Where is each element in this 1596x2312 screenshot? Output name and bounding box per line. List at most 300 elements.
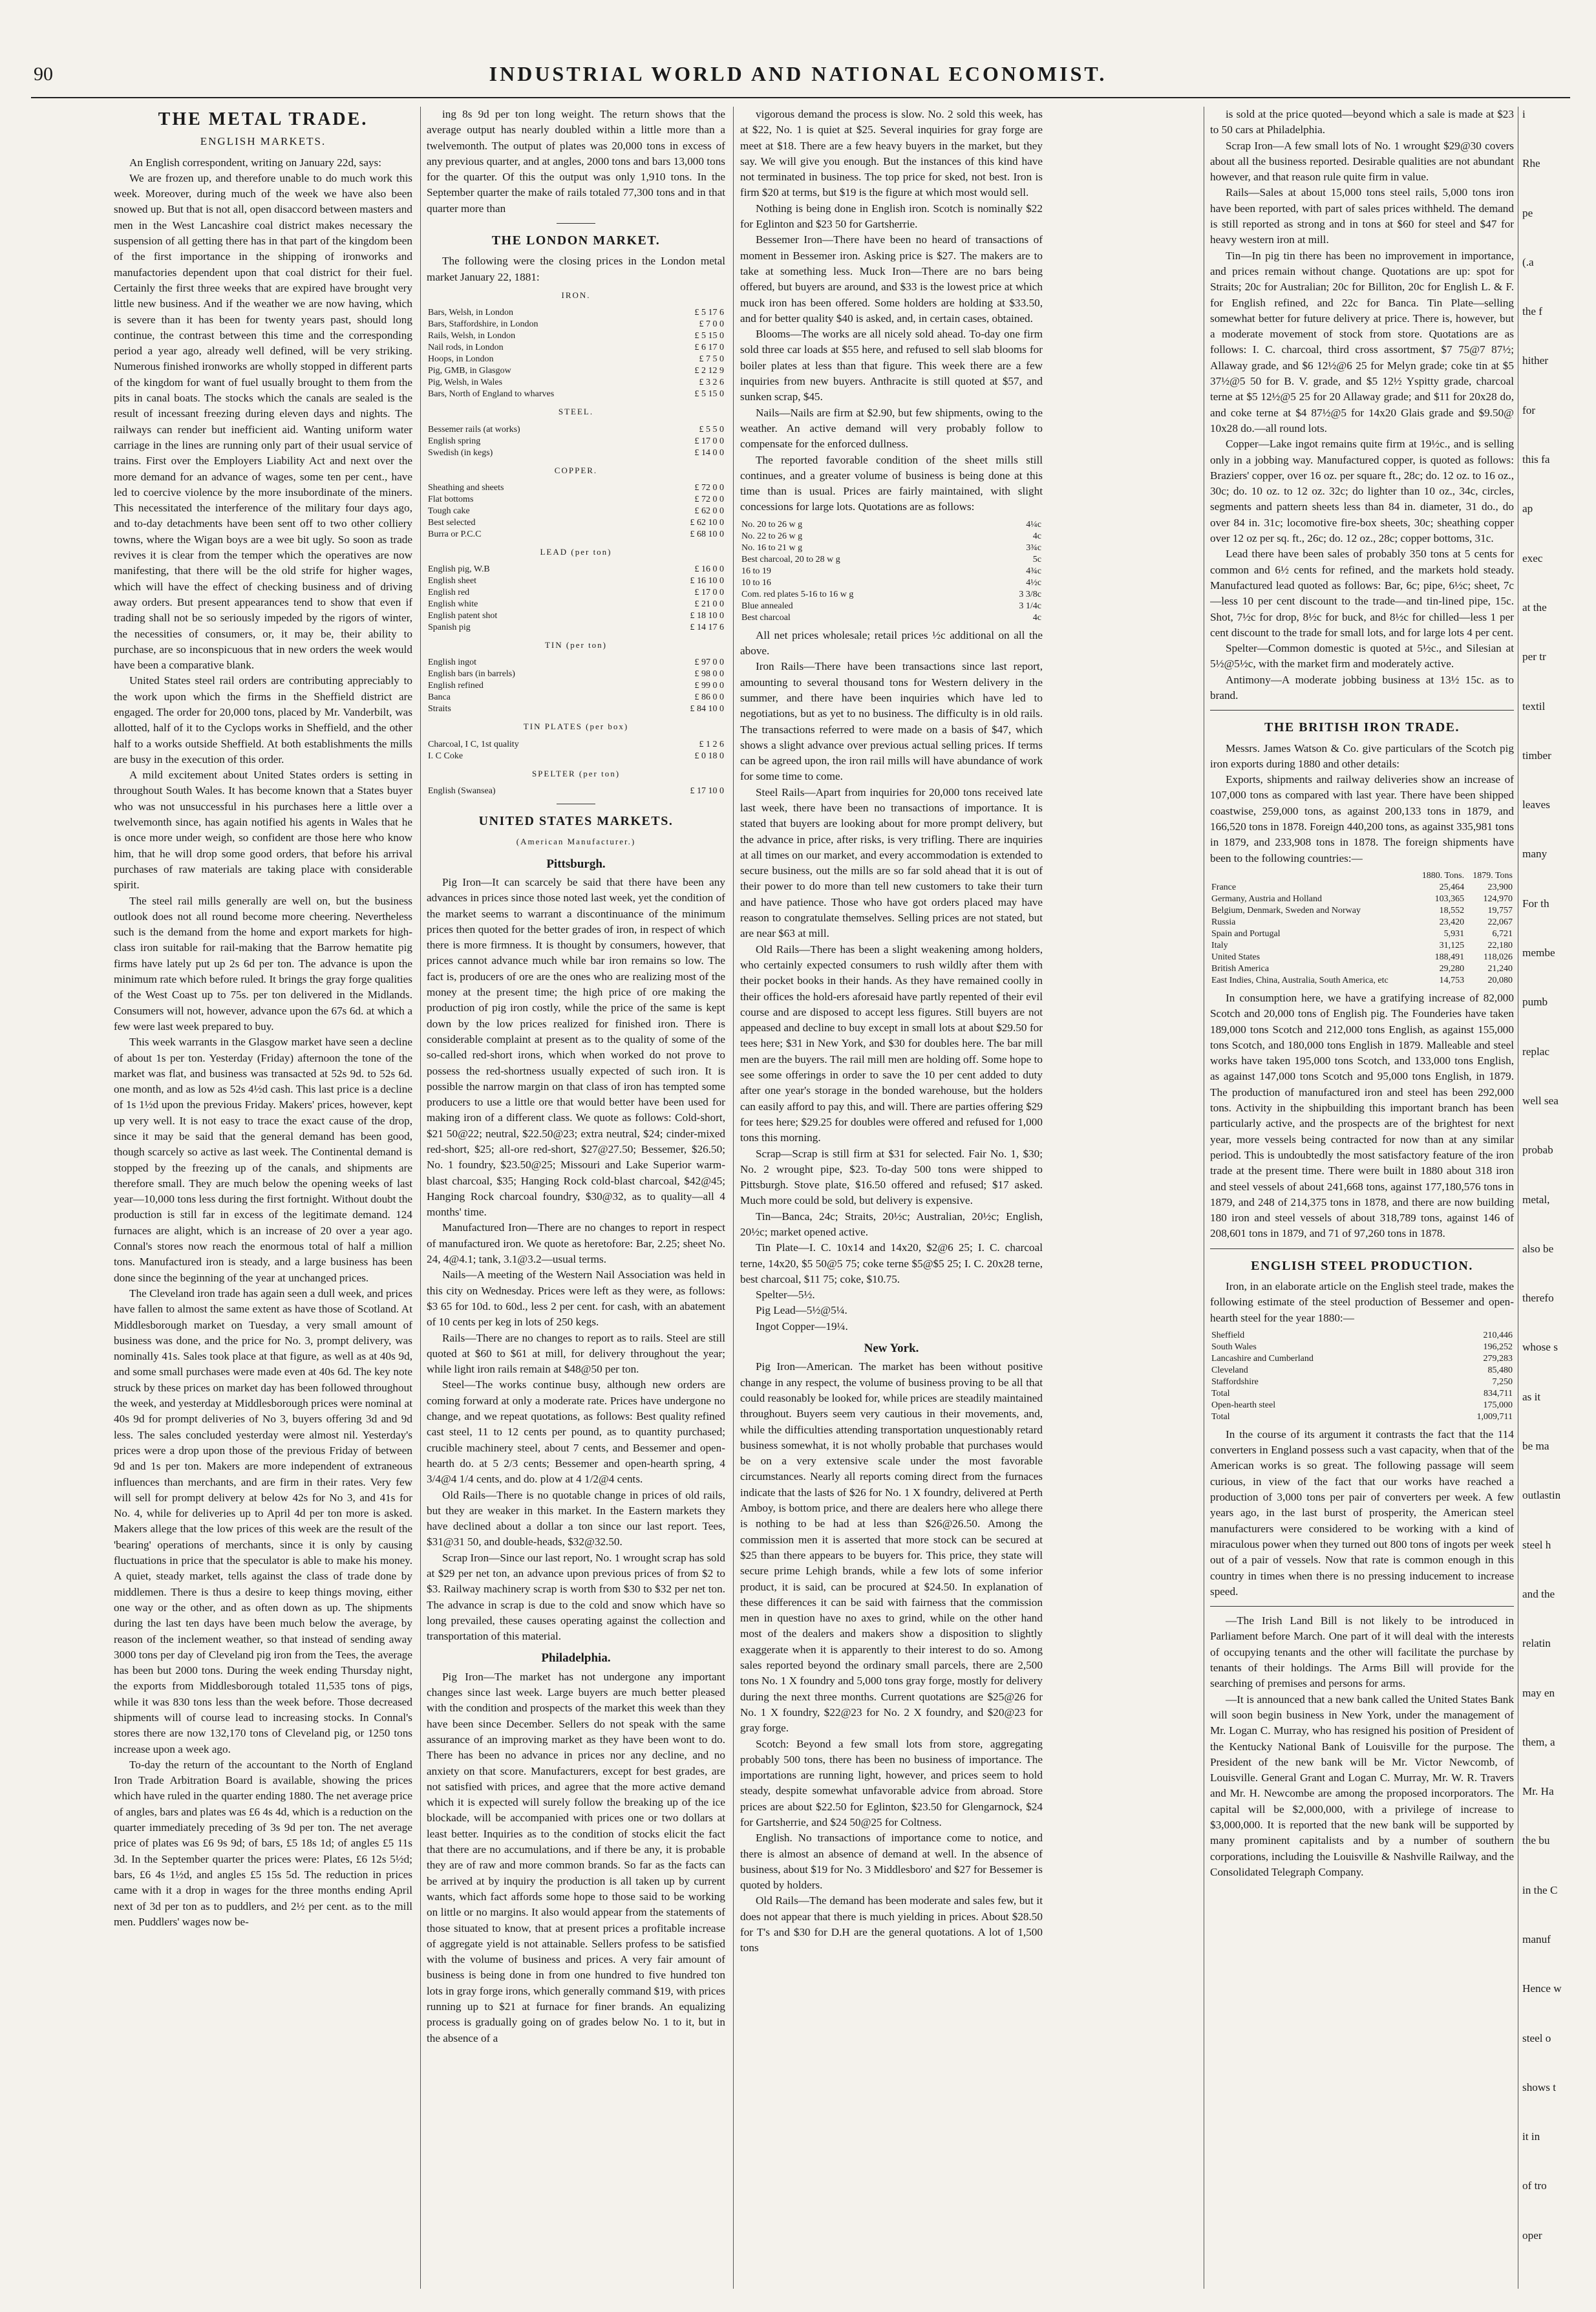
row-label: Swedish (in kegs) — [428, 447, 493, 458]
text-fragment: i — [1522, 108, 1526, 120]
paragraph: Pig Iron—The market has not undergone any important changes since last week. Large buyers are much better pleased with the condition and prospects of the market this week than they have been since December. Sellers do not speak with the same assurance of an improving market as they have been wont to do. There has been no advance in prices nor any decline, and no anxiety on that score. Manufacturers, except for best grades, are not satisfied with prices, and agree that the more active demand which it is expected will surely follow the breaking up of the ice blockade, will be accompanied with prices one or two dollars at least better. Inquiries as to the condition of stocks elicit the fact that there are no accumulations, and if there be any, it is probable they are of raw and more common brands. So far as the facts can be arrived at by inquiry the production is all taken up by current wants, which fact affords some hope to those said to be working on little or no margins. It also would appear from the statements of those situated to know, that at present prices a profitable increase of aggregate yield is not attainable. Sellers profess to be satisfied with the volume of business and prices. A very fair amount of business is being done in from one hundred to five hundred ton lots in gray forge irons, which generally command $19, with prices running up to $21 at furnace for finer brands. An equalizing process is gradually going on of grades below No. 1 to it, but in the absence of a — [427, 1670, 725, 2044]
row-value: £ 68 10 0 — [690, 529, 724, 539]
text-fragment: Hence w — [1522, 1982, 1562, 1995]
table-row — [427, 436, 725, 447]
divider — [1210, 1606, 1514, 1607]
row-label: Hoops, in London — [428, 354, 494, 365]
paragraph: Tin Plate—I. C. 10x14 and 14x20, $2@6 25; I. C. charcoal terne, 14x20, $5 50@5 75; coke terne $5@$5 25; I. C. 20x28 terne, best charcoal, $11 75; coke, $10.75. — [740, 1241, 1043, 1285]
row-label: Open-hearth steel — [1211, 1400, 1276, 1410]
row-label: 10 to 16 — [741, 577, 771, 588]
row-label: Total — [1211, 1411, 1230, 1422]
table-row — [1210, 882, 1514, 894]
table-row — [1210, 1353, 1514, 1365]
row-label: I. C Coke — [428, 751, 463, 761]
table-row — [1210, 928, 1514, 940]
row-value: 1,009,711 — [1476, 1411, 1513, 1422]
table-row — [1210, 1330, 1514, 1342]
table-row — [740, 531, 1043, 542]
column-2 — [427, 107, 725, 2292]
row-label: Nail rods, in London — [428, 343, 504, 353]
row-value: £ 62 10 0 — [690, 517, 724, 528]
text-fragment: shows t — [1522, 2081, 1557, 2093]
paragraph: Iron, in an elaborate article on the English steel trade, makes the following estimate of the steel production of Bessemer and open-hearth steel for the year 1880:— — [1210, 1280, 1514, 1324]
table-row — [427, 575, 725, 587]
text-fragment: leaves — [1522, 798, 1550, 811]
paragraph: Old Rails—There has been a slight weakening among holders, who certainly expected consumers to rush wildly after them with their pocket books in their hands. As they have remained coolly in their offices the hold-ers aforesaid have partly repented of their evil course and are disposed to accept less figures. Still buyers are not appeased and decline to buy except in small lots at about $29.50 for tees here; $31 in New York, and $30 for doubles here. The bar mill men are the buyers. The rail mill men are holding off. Some hope to see some offerings in order to save the 10 per cent added to duty after one year's storage in the bonded warehouse, but the holders can easily afford to pay this, and will. There are parties offering $29 for tees here; $29.25 for doubles were offered and refused for 1,000 tons this morning. — [740, 943, 1043, 1144]
text-fragment: in the C — [1522, 1883, 1558, 1896]
paragraph: Scotch: Beyond a few small lots from store, aggregating probably 500 tons, there has been no business of importance. The importations are running light, however, and prices seem to hold steady, despite somewhat unfavorable advice from abroad. Store prices are about $22.50 for Eglinton, $23.50 for Glengarnock, $24 for Gartsherrie, and $24 50@25 for Coltness. — [740, 1737, 1043, 1828]
row-label: Bars, North of England to wharves — [428, 389, 555, 400]
row-label: No. 20 to 26 w g — [741, 519, 803, 530]
row-label: British America — [1211, 963, 1270, 974]
row-value: £ 0 18 0 — [694, 751, 724, 761]
row-value: 19,757 — [1487, 905, 1513, 915]
exports-table — [1210, 870, 1514, 987]
row-value: £ 72 0 0 — [694, 482, 724, 493]
paragraph: Rails—There are no changes to report as to rails. Steel are still quoted at $60 to $61 at mill, for delivery throughout the year; while light iron rails remain at $48@50 per ton. — [427, 1331, 725, 1376]
table-row — [427, 365, 725, 377]
row-label: Bars, Staffordshire, in London — [428, 319, 538, 330]
row-value: 4c — [1032, 531, 1041, 541]
text-fragment: exec — [1522, 551, 1543, 564]
table-row — [427, 342, 725, 354]
text-fragment: steel o — [1522, 2031, 1551, 2044]
table-row — [427, 739, 725, 751]
row-value: £ 72 0 0 — [694, 494, 724, 504]
row-value: £ 17 10 0 — [690, 786, 724, 797]
paragraph: Tin—In pig tin there has been no improvement in importance, and prices remain without change. Quotations are up: spot for Straits; 20c for Australian; 20c for Billiton, 20c for English L. & F. for English refined, and 22c for Banca. Tin Plate—selling somewhat better for future delivery at price. There is, however, but a moderate movement of stock from store. Quotations are as follows: I. C. charcoal, third cross assortment, $7 75@7 87½; Allaway grade, and $6 12½@6 25 for Melyn grade; coke tin at $5 37½@5 50 for B. V. grade, and $5 12½ Yspitty grade, charcoal terne at $5 12½@5 25 for 20 Allaway grade; and $11 for 20x28 do, and coke terne at $4 87½@5 for 14x20 Glais grade and $9.50@ 10x28 do.—all round lots. — [1210, 249, 1514, 434]
text-fragment: also be — [1522, 1242, 1554, 1255]
paragraph: Scrap—Scrap is still firm at $31 for selected. Fair No. 1, $30; No. 2 wrought pipe, $23. To-day 500 tons were shipped to Pittsburgh. Stove plate, $16.50 offered and refused; $17 asked. Much more could be sold, but delivery is expensive. — [740, 1147, 1043, 1207]
table-row — [1210, 975, 1514, 987]
row-label: Sheffield — [1211, 1330, 1245, 1340]
row-value: £ 6 17 0 — [694, 343, 724, 353]
row-value: 23,900 — [1487, 882, 1513, 892]
row-label: Total — [1211, 1388, 1230, 1398]
table-row — [1210, 1376, 1514, 1388]
table-row — [427, 751, 725, 762]
row-label: Germany, Austria and Holland — [1211, 894, 1322, 904]
table-caption: IRON. — [561, 290, 591, 300]
text-fragment: it in — [1522, 2130, 1540, 2143]
paragraph: Scrap Iron—A few small lots of No. 1 wrought $29@30 covers about all the business reported. Desirable qualities are not abundant however, and that reason rule quite firm in value. — [1210, 139, 1514, 184]
table-row — [1210, 1342, 1514, 1353]
table-row — [427, 703, 725, 715]
paragraph: In the course of its argument it contrasts the fact that the 114 converters in England possess such a vast capacity, when that of the American works is so great. The following passage will seem curious, in view of the fact that our works have reached a production of 3,000 tons per pair of converters per week. A few years ago, in the last burst of prosperity, the American steel manufacturers were considered to be working with a kind of miraculous power when they turned out 800 tons of ingots per week out of a pair of vessels. Now that rate is common enough in this country in times when there is no pressing inducement to increase speed. — [1210, 1428, 1514, 1598]
paragraph: To-day the return of the accountant to the North of England Iron Trade Arbitration Board is available, showing the prices which have ruled in the quarter ending 1880. The net average price of angles, bars and plates was £6 4s 4d, which is a reduction on the quarter immediately preceding of 3s 9d per ton. The net average price of plates was £6 9s 9d; of bars, £5 18s 1d; of angles £5 11s 3d. In the September quarter the prices were: Plates, £6 12s 5½d; bars, £6 4s 1½d, and angles £5 15s 5d. The reduction in prices came with it a drop in wages for the three months ending April next of 3d per ton as to puddlers, and 2½ per cent. as to the mill men. Puddlers' wages now be- — [114, 1758, 412, 1928]
row-label: Burra or P.C.C — [428, 529, 482, 539]
row-label: Russia — [1211, 917, 1236, 927]
divider — [1210, 710, 1514, 711]
table-header: 1880. Tons. — [1421, 870, 1465, 881]
divider — [1210, 1248, 1514, 1249]
paragraph: Lead there have been sales of probably 350 tons at 5 cents for common and 6½ cents for refined, and the markets hold steady. Manufactured lead quoted as follows: Bar, 6c; pipe, 6½c; sheet, 7c—less 10 per cent discount to the trade—and tin-lined pipe, 15c. Shot, 7½c for drop, 8½c for buck, and 8½c for chilled—less 1 per cent discount to the trade for small lots, and for large lots 4 per cent. — [1210, 548, 1514, 639]
table-row — [427, 447, 725, 459]
paragraph: Messrs. James Watson & Co. give particulars of the Scotch pig iron exports during 1880 and other details: — [1210, 742, 1514, 770]
row-value: £ 5 17 6 — [694, 308, 724, 318]
row-value: 4¾c — [1026, 566, 1041, 576]
row-value: 3 1/4c — [1019, 601, 1041, 611]
row-label: Staffordshire — [1211, 1376, 1259, 1387]
paragraph: Old Rails—The demand has been moderate and sales few, but it does not appear that there is much yielding in prices. About $28.50 for T's and $30 for D.H are the general quotations. A lot of 1,500 tons — [740, 1894, 1043, 1954]
row-label: English pig, W.B — [428, 564, 490, 575]
paragraph: Iron Rails—There have been transactions since last report, amounting to several thousand tons for Western delivery in the summer, and there have been inquiries which have led to negotiations, but as yet to no business. The difficulty is in old rails. The transactions referred to were made on a basis of $47, which shows a slight advance over previous actual selling prices. If terms can be agreed upon, the iron rail mills will have abundance of work for some time to come. — [740, 660, 1043, 783]
paragraph: ing 8s 9d per ton long weight. The return shows that the average output has nearly doubled within a little more than a twelvemonth. The output of plates was 20,000 tons in excess of any previous quarter, and at angles, 2000 tons and bars 13,000 tons for the quarter. Of this the output was only 1,910 tons. In the September quarter the make of rails totaled 77,300 tons and in that quarter more than — [427, 108, 725, 215]
row-label: No. 16 to 21 w g — [741, 542, 803, 553]
row-label: English white — [428, 599, 478, 610]
table-row — [427, 657, 725, 669]
text-fragment: and the — [1522, 1587, 1555, 1600]
row-value: 22,067 — [1487, 917, 1513, 927]
row-label: Cleveland — [1211, 1365, 1248, 1375]
spelter-price-table — [427, 786, 725, 797]
paragraph: Copper—Lake ingot remains quite firm at 19½c., and is selling only in a jobbing way. Manufactured copper, is quoted as follows: Braziers' copper, over 16 oz. per square ft., 28c; do. 12 oz. to 16 oz., 30c; do. 10 oz. to 12 oz. 32c; do lighter than 10 oz., 34c, circles, segments and pattern sheets less than 84 in. diameter, 31 do., do over 84 in. 31c; locomotive fire-box sheets, 30c; sheathing copper over 12 oz per sq. ft., 26c; do. 12 oz., 28c; copper bottoms, 31c. — [1210, 438, 1514, 545]
row-value: 7,250 — [1492, 1376, 1513, 1387]
table-header — [1210, 870, 1414, 882]
lead-price-table — [427, 564, 725, 634]
row-value: 118,026 — [1484, 952, 1513, 962]
steel-price-table — [427, 424, 725, 459]
paragraph: Tin—Banca, 24c; Straits, 20½c; Australian, 20½c; English, 20½c; market opened active. — [740, 1210, 1043, 1238]
row-label: Sheathing and sheets — [428, 482, 504, 493]
divider — [557, 223, 595, 224]
row-value: £ 18 10 0 — [690, 611, 724, 621]
paragraph: Antimony—A moderate jobbing business at 13½ 15c. as to brand. — [1210, 673, 1514, 701]
table-row — [427, 517, 725, 529]
row-value: 31,125 — [1439, 940, 1465, 950]
table-row — [1210, 917, 1514, 928]
text-fragment: pumb — [1522, 996, 1548, 1009]
row-value: £ 3 2 6 — [699, 378, 724, 388]
text-fragment: textil — [1522, 700, 1546, 712]
row-label: Best selected — [428, 517, 476, 528]
source-note: (American Manufacturer.) — [516, 837, 636, 847]
table-row — [427, 494, 725, 506]
row-value: 20,080 — [1487, 975, 1513, 985]
table-caption: TIN PLATES (per box) — [523, 722, 629, 732]
row-label: East Indies, China, Australia, South America, etc — [1211, 975, 1389, 985]
paragraph: Ingot Copper—19¼. — [756, 1320, 848, 1333]
row-value: 14,753 — [1439, 975, 1465, 985]
row-label: Best charcoal, 20 to 28 w g — [741, 554, 840, 564]
row-label: Tough cake — [428, 506, 470, 516]
row-value: £ 1 2 6 — [699, 739, 724, 749]
row-value: 6,721 — [1492, 928, 1513, 939]
table-caption: SPELTER (per ton) — [531, 768, 621, 778]
text-fragment: well sea — [1522, 1094, 1559, 1107]
row-label: Best charcoal — [741, 612, 791, 623]
row-value: 25,464 — [1439, 882, 1465, 892]
table-row — [427, 354, 725, 365]
table-caption: COPPER. — [554, 465, 598, 475]
row-value: 3 3/8c — [1019, 589, 1041, 599]
text-fragment: therefo — [1522, 1292, 1554, 1305]
table-row — [427, 482, 725, 494]
row-label: Rails, Welsh, in London — [428, 331, 516, 341]
iron-price-table — [427, 307, 725, 400]
row-value: £ 98 0 0 — [694, 669, 724, 680]
table-row — [1210, 894, 1514, 905]
text-fragment: relatin — [1522, 1637, 1551, 1650]
table-row — [740, 589, 1043, 601]
table-row — [740, 601, 1043, 612]
paragraph: Spelter—5½. — [756, 1289, 815, 1301]
table-row — [427, 622, 725, 634]
paragraph: A mild excitement about United States orders is setting in throughout South Wales. It has become known that a States buyer who was not unsuccessful in his purchases here a little over a twelvemonth since, has again notified his agents in Wales that he is once more under weigh, so confident are those here who know him, that he will drop some good orders, that before his arrival purchases of raw materials are taking place with considerable spirit. — [114, 769, 412, 892]
paragraph: Nothing is being done in English iron. Scotch is nominally $22 for Eglinton and $23 50 for Gartsherrie. — [740, 202, 1043, 231]
column-4 — [1210, 107, 1514, 2292]
table-row — [427, 786, 725, 797]
row-label: English patent shot — [428, 611, 498, 621]
row-label: Straits — [428, 704, 451, 714]
news-note: —The Irish Land Bill is not likely to be introduced in Parliament before March. One part of it will deal with the interests of occupying tenants and the other will facilitate the purchase by tenants of their holdings. The Arms Bill will provide for the searching of premises and persons for arms. — [1210, 1614, 1514, 1690]
table-row — [1210, 940, 1514, 952]
row-label: English refined — [428, 681, 484, 691]
paragraph: This week warrants in the Glasgow market have seen a decline of about 1s per ton. Yesterday (Friday) afternoon the tone of the market was flat, and business was transacted at 52s 9d. to 52s 6d. one month, and as low as 52s 4½d cash. This last price is a decline of 1s 1½d upon the previous Friday. Makers' prices, however, kept up very well. It is not easy to trace the exact cause of the drop, since it may be said that the general demand has been good, though scarcely so active as last week. The Continental demand is stopped by the freezing up of the canals, and shipments are therefore small. They are much below the opening weeks of last year—10,000 tons less during the first fortnight. Without doubt the production is still far in excess of the legitimate demand. 124 furnaces are alight, which is an increase of 20 over a year ago. Connal's stores now reach the enormous total of half a million tons. Manufactured iron is steady, and a large business has been done since the beginning of the year at unchanged prices. — [114, 1036, 412, 1284]
table-row — [427, 377, 725, 389]
british-iron-title: THE BRITISH IRON TRADE. — [1264, 720, 1460, 735]
text-fragment: them, a — [1522, 1735, 1555, 1748]
text-fragment: For th — [1522, 897, 1549, 910]
paragraph: Steel—The works continue busy, although new orders are coming forward at only a moderate rate. Prices have undergone no change, and we repeat quotations, as follows: Best quality refined cast steel, 11 to 12 cents per pound, as to quantity purchased; crucible machinery steel, about 7 cents, and Bessemer and open-hearth do. at 5 2/3 cents; Bessemer and open-hearth spring, 4 3/4@4 1/4 cents, and do. plow at 4 1/2@4 cents. — [427, 1378, 725, 1486]
news-note: —It is announced that a new bank called the United States Bank will soon begin business in New York, under the management of Mr. Logan C. Murray, who has resigned his position of President of the Kentucky National Bank of Louisville for the purpose. The President of the new bank will be Mr. Victor Newcomb, of Louisville. General Grant and Logan C. Murray, Mr. W. R. Travers and Mr. H. Newcombe are among the proposed incorporators. The capital will be $2,000,000, with a privilege of increase to $3,000,000. It is reported that the new bank will be supported by many prominent capitalists and by a number of southern corporations, including the Louisville & Nashville Railway, and the Consolidated Telegraph Company. — [1210, 1693, 1514, 1878]
row-value: 103,365 — [1434, 894, 1465, 904]
row-value: £ 5 15 0 — [694, 389, 724, 400]
text-fragment: ap — [1522, 502, 1533, 515]
row-label: Bars, Welsh, in London — [428, 308, 513, 318]
row-value: 279,283 — [1483, 1353, 1513, 1364]
row-label: Spanish pig — [428, 623, 471, 633]
row-label: No. 22 to 26 w g — [741, 531, 803, 541]
table-row — [1210, 1400, 1514, 1411]
column-3 — [740, 107, 1043, 2292]
row-label: South Wales — [1211, 1342, 1257, 1352]
row-value: £ 16 0 0 — [694, 564, 724, 575]
row-value: 4c — [1032, 612, 1041, 623]
table-row — [427, 330, 725, 342]
row-label: United States — [1211, 952, 1261, 962]
row-value: £ 7 5 0 — [699, 354, 724, 365]
table-row — [427, 680, 725, 692]
row-value: £ 62 0 0 — [694, 506, 724, 516]
city-heading: New York. — [864, 1342, 919, 1356]
table-caption: STEEL. — [558, 407, 594, 417]
text-fragment: the bu — [1522, 1834, 1550, 1847]
table-row — [740, 542, 1043, 554]
paragraph: Spelter—Common domestic is quoted at 5½c., and Silesian at 5½@5½c, with the market firm and moderately active. — [1210, 642, 1514, 670]
row-value: £ 5 5 0 — [699, 424, 724, 434]
paragraph: Pig Iron—It can scarcely be said that there have been any advances in prices since those noted last week, yet the condition of the market seems to warrant a discontinuance of the minimum prices then quoted for the better grades of iron, in respect of which there is more firmness. It is thought by consumers, however, that prices cannot advance much while bar iron remains so low. The fact is, producers of ore are the ones who are realizing most of the money at the present time; the high price of ore making the production of pig iron costly, while the price of the same is kept down by the low prices realized for finished iron. There is considerable complaint at present as to the quality of some of the so-called red-short irons, which when worked do not prove to possess the red-shortness usually expected of such iron. It is possible the narrow margin on that class of iron has tempted some producers to use a little ore that would better have been used for making iron of a different class. We quote as follows: Cold-short, $21 50@22; neutral, $22.50@23; extra neutral, $24; cinder-mixed red-short, $25; all-ore red-short, $27@27.50; Bessemer, $26.50; No. 1 foundry, $23.50@25; Missouri and Lake Superior warm-blast charcoal, $35; Hanging Rock cold-blast charcoal, $42@45; Hanging Rock charcoal foundry, $30@32, as to quality—all 4 months' time. — [427, 875, 725, 1219]
table-row — [427, 424, 725, 436]
text-fragment: hither — [1522, 354, 1549, 367]
paragraph: Nails—A meeting of the Western Nail Association was held in this city on Wednesday. Prices were left as they were, as follows: $3 65 for 10d. to 60d., less 2 per cent. for cash, with an abatement of 10 cents per keg in lots of 250 kegs. — [427, 1268, 725, 1329]
text-fragment: membe — [1522, 947, 1555, 959]
tinplate-price-table — [427, 739, 725, 762]
row-label: Blue annealed — [741, 601, 793, 611]
text-fragment: many — [1522, 848, 1548, 861]
table-row — [1210, 952, 1514, 963]
text-fragment: probab — [1522, 1144, 1553, 1157]
row-value: 188,491 — [1434, 952, 1465, 962]
paragraph: Manufactured Iron—There are no changes to report in respect of manufactured iron. We quote as heretofore: Bar, 2.25; sheet No. 24, 4@4.1; tank, 3.1@3.2—usual terms. — [427, 1221, 725, 1266]
text-fragment: at the — [1522, 601, 1547, 614]
table-row — [427, 529, 725, 541]
row-label: Lancashire and Cumberland — [1211, 1353, 1314, 1364]
table-row — [427, 669, 725, 680]
row-label: Pig, GMB, in Glasgow — [428, 366, 511, 376]
column-rule — [420, 107, 421, 2289]
table-row — [740, 577, 1043, 589]
text-fragment: as it — [1522, 1390, 1541, 1403]
row-value: £ 86 0 0 — [694, 692, 724, 703]
row-label: Italy — [1211, 940, 1228, 950]
row-label: English red — [428, 588, 470, 598]
row-value: £ 84 10 0 — [690, 704, 724, 714]
row-value: 4¼c — [1026, 519, 1041, 530]
row-value: £ 14 17 6 — [690, 623, 724, 633]
metal-trade-title: THE METAL TRADE. — [158, 109, 368, 129]
table-row — [740, 519, 1043, 531]
row-label: Banca — [428, 692, 451, 703]
table-row — [427, 307, 725, 319]
table-row — [427, 587, 725, 599]
row-value: £ 17 0 0 — [694, 436, 724, 446]
text-fragment: timber — [1522, 749, 1551, 762]
paragraph: An English correspondent, writing on January 22d, says: — [129, 156, 382, 169]
text-fragment: pe — [1522, 206, 1533, 219]
row-value: £ 14 0 0 — [694, 447, 724, 458]
tin-price-table — [427, 657, 725, 715]
paragraph: Old Rails—There is no quotable change in prices of old rails, but they are weaker in this market. In the Eastern markets they have declined about a dollar a ton since our last report. Tees, $31@31 50, and double-heads, $32@32.50. — [427, 1488, 725, 1548]
table-row — [1210, 1411, 1514, 1423]
row-label: English spring — [428, 436, 481, 446]
paragraph: The reported favorable condition of the sheet mills still continues, and a greater volume of business is being done at this time than is usual. Prices are fairly maintained, with slight concessions for large lots. Quotations are as follows: — [740, 453, 1043, 513]
row-label: Charcoal, I C, 1st quality — [428, 739, 519, 749]
text-fragment: manuf — [1522, 1932, 1551, 1945]
row-label: English sheet — [428, 576, 477, 586]
row-value: £ 17 0 0 — [694, 588, 724, 598]
table-row — [1210, 905, 1514, 917]
text-fragment: outlastin — [1522, 1489, 1561, 1502]
row-value: 85,480 — [1487, 1365, 1513, 1375]
steel-production-table — [1210, 1330, 1514, 1423]
masthead: INDUSTRIAL WORLD AND NATIONAL ECONOMIST. — [489, 62, 1107, 85]
row-label: English (Swansea) — [428, 786, 496, 797]
text-fragment: (.a — [1522, 255, 1534, 268]
table-caption: LEAD (per ton) — [540, 546, 612, 557]
table-row — [1210, 1365, 1514, 1376]
copper-price-table — [427, 482, 725, 541]
row-label: France — [1211, 882, 1237, 892]
row-value: 834,711 — [1484, 1388, 1513, 1398]
us-markets-title: UNITED STATES MARKETS. — [478, 814, 674, 829]
paragraph: The Cleveland iron trade has again seen a dull week, and prices have fallen to almost the same extent as have those of Scotland. At Middlesborough market on Tuesday, a very small amount of business was done, and the price for No. 3, prompt delivery, was nominally 41s. Sales took place at that figure, as well as at 40s 9d, and some small purchases were made even at 40s 6d. The key note struck by these prices on market day has been followed throughout the week, and yesterday at Middlesborough prices were nominal at 40s 9d for prompt deliveries of No 3, buyers offering 3d and 9d less. The sales concluded yesterday were almost nil. Yesterday's prices were a drop upon those of the previous Friday of between 9d and 1s per ton. Makers are more independent of extraneous influences than merchants, and are firm in their rates. Very few will sell for prompt delivery at below 42s for No 3, and 41s for No. 4, while for deliveries up to April 4d per ton more is asked. Makers allege that the low prices of this week are the result of the 'bearing' operations of merchants, since it is only by causing fluctuations in price that the speculator is able to make his money. A quiet, steady market, tells against the class of trade done by middlemen. There is thus a desire to keep things moving, either one way or the other, and as often down as up. The shipments during the last ten days have been much below the average, by reason of the inclement weather, so that instead of sending away 3000 tons per day of Cleveland pig iron from the Tees, the average has been but 2000 tons. During the week ending Thursday night, the exports from Middlesborough totaled 11,535 tons of pigs, while it was 830 tons less than the week before. Those decreased shipments will of course lead to increasing stocks. In Connal's stores there are now 132,170 tons of Cleveland pig, or 1250 tons increase upon a week ago. — [114, 1287, 412, 1755]
text-fragment: per tr — [1522, 650, 1546, 663]
table-row — [1210, 963, 1514, 975]
paragraph: The following were the closing prices in the London metal market January 22, 1881: — [427, 255, 725, 283]
row-label: Belgium, Denmark, Sweden and Norway — [1211, 905, 1361, 915]
table-row — [427, 692, 725, 703]
paragraph: Nails—Nails are firm at $2.90, but few shipments, owing to the weather. An active demand will very probably follow to compensate for the enforced dullness. — [740, 406, 1043, 451]
english-steel-title: ENGLISH STEEL PRODUCTION. — [1251, 1258, 1473, 1273]
table-caption: TIN (per ton) — [544, 640, 608, 650]
row-value: 5c — [1032, 554, 1041, 564]
paragraph: All net prices wholesale; retail prices ½c additional on all the above. — [740, 628, 1043, 658]
row-value: 210,446 — [1483, 1330, 1513, 1340]
paragraph: Rails—Sales at about 15,000 tons steel rails, 5,000 tons iron have been reported, with part of sales prices withheld. The demand is still reported as strong and in tons at $60 for steel and $47 for heavy western iron at mill. — [1210, 186, 1514, 246]
row-value: 18,552 — [1439, 905, 1465, 915]
table-row — [427, 564, 725, 575]
paragraph: Steel Rails—Apart from inquiries for 20,000 tons received late last week, there have been no transactions of importance. It is stated that buyers are looking about for more prompt delivery, but the advance in price, after risks, is very trifling. There are inquiries at all times on our market, and every accommodation is extended to secure business, out the mills are so far sold ahead that it is out of their power to do more than tell new customers to take their turn and have patience. Those who have got orders placed may have reason to congratulate themselves. Selling prices are not stated, but are near $63 at mill. — [740, 786, 1043, 940]
text-fragment: metal, — [1522, 1193, 1550, 1206]
paragraph: The steel rail mills generally are well on, but the business outlook does not all round become more cheering. Nevertheless such is the demand from the home and export markets for high-class iron suitable for rail-making that the Barrow hematite pig firms have lately put up 2s 6d per ton. The advance is upon the minimum rate which before ruled. It brings the gray forge qualities of the West Coast up to 75s. per ton delivered in the Midlands. Consumers will not, however, advance upon the 67s 6d. at which a few were last week prepared to buy. — [114, 894, 412, 1033]
text-fragment: oper — [1522, 2229, 1542, 2242]
text-fragment: replac — [1522, 1045, 1549, 1058]
paragraph: Exports, shipments and railway deliveries show an increase of 107,000 tons as compared with last year. There have been shipped coastwise, 259,000 tons, as against 200,133 tons in 1879, and 166,520 tons in 1878. Foreign 440,200 tons, as against 335,981 tons in 1879, and 233,908 tons in 1878. The foreign shipments have been to the following countries:— — [1210, 773, 1514, 864]
text-fragment: whose s — [1522, 1341, 1558, 1354]
paragraph: United States steel rail orders are contributing appreciably to the work upon which the firms in the Sheffield district are engaged. The order for 20,000 tons, placed by Mr. Vanderbilt, was allotted, half of it to the Cyclops works in Sheffield, and the other half to a works outside Sheffield. At both establishments the mills are busy in the execution of this order. — [114, 674, 412, 765]
table-row — [427, 389, 725, 400]
text-fragment: this fa — [1522, 453, 1550, 466]
paragraph: Scrap Iron—Since our last report, No. 1 wrought scrap has sold at $29 per net ton, an advance upon previous prices of from $2 to $3. Railway machinery scrap is worth from $30 to $32 per net ton. The advance in scrap is due to the cold and snow which have so long prevailed, these causes operating against the collection and transportation of this material. — [427, 1551, 725, 1643]
table-header: 1879. Tons — [1473, 870, 1513, 881]
row-value: 21,240 — [1487, 963, 1513, 974]
table-row — [740, 612, 1043, 624]
text-fragment: of tro — [1522, 2179, 1547, 2192]
top-rule — [31, 97, 1570, 98]
row-value: £ 2 12 9 — [694, 366, 724, 376]
page-number: 90 — [34, 63, 53, 85]
text-fragment: for — [1522, 403, 1536, 416]
english-markets-heading: ENGLISH MARKETS. — [200, 135, 326, 148]
city-heading: Philadelphia. — [541, 1651, 611, 1665]
row-value: £ 99 0 0 — [694, 681, 724, 691]
paragraph: Blooms—The works are all nicely sold ahead. To-day one firm sold three car loads at $55 here, and refused to sell slab blooms for boiler plates at less than that figure. This week there are a few inquiries from new buyers. Anthracite is still quoted at $57, and sunken scrap, $45. — [740, 328, 1043, 403]
text-fragment: Mr. Ha — [1522, 1785, 1554, 1798]
paragraph: English. No transactions of importance come to notice, and there is almost an absence of demand at well. In the absence of business, about $19 for No. 3 Middlesboro' and $27 for Bessemer is quoted by holders. — [740, 1832, 1043, 1892]
paragraph: In consumption here, we have a gratifying increase of 82,000 Scotch and 20,000 tons of English pig. The Founderies have taken 189,000 tons Scotch and 212,000 tons English, as against 155,000 tons Scotch, and 180,000 tons English in 1879. Malleable and steel works have taken 195,000 tons Scotch, and 133,000 tons English, as against 147,000 tons Scotch and 95,000 tons English, in 1879. The production of manufactured iron and steel has been 292,000 tons. Activity in the shipbuilding this important branch has been particularly active, and the prospects are of the brightest for next year, more vessels being contracted for now than at any similar period. This is undoubtedly the most satisfactory feature of the iron trade at the present time. There were built in 1880 about 318 iron and steel vessels of about 241,668 tons, against 177,180,576 tons in 1879, and 248 of 214,375 tons in 1878, and there are now building 180 iron and steel vessels of about 318,789 tons, against 146 of 208,601 tons in 1879, and 71 of 97,260 tons in 1878. — [1210, 991, 1514, 1240]
row-value: £ 7 0 0 — [699, 319, 724, 330]
sheet-quotes-table — [740, 519, 1043, 624]
table-row — [740, 554, 1043, 566]
text-fragment: may en — [1522, 1686, 1555, 1699]
row-label: 16 to 19 — [741, 566, 771, 576]
text-fragment: Rhe — [1522, 157, 1540, 170]
row-label: English bars (in barrels) — [428, 669, 515, 680]
row-value: £ 16 10 0 — [690, 576, 724, 586]
column-rule — [733, 107, 734, 2289]
paragraph: vigorous demand the process is slow. No. 2 sold this week, has at $22, No. 1 is quiet at $25. Several inquiries for gray forge are meet at $18. There are a few heavy buyers in the market, but they say. We will give you enough. But the instances of this kind have not terminated in business. The top price for sked, not best. Iron is firm $20 at terms, but $19 is the figure at which most would sell. — [740, 108, 1043, 199]
row-label: Com. red plates 5-16 to 16 w g — [741, 589, 854, 599]
city-heading: Pittsburgh. — [546, 857, 606, 871]
row-value: 5,931 — [1443, 928, 1465, 939]
table-row — [427, 610, 725, 622]
table-row — [427, 506, 725, 517]
row-value: 22,180 — [1487, 940, 1513, 950]
row-value: 4½c — [1026, 577, 1041, 588]
row-label: English ingot — [428, 658, 477, 668]
paragraph: Pig Iron—American. The market has been without positive change in any respect, the volume of business proving to be all that could reasonably be looked for, while prices are steadily maintained throughout. Buyers seem very cautious in their movements, and, while the difficulties attending transportation unquestionably retard business somewhat, it is not wholly probable that purchases would be on a very extensive scale under the most favorable circumstances. Nearly all reports coming direct from the furnaces indicate that the lasts of $26 for No. 1 X foundry, delivered at Perth Amboy, is bottom price, and there are dealers here who allege there is nothing to be had at less than $26@26.50. Among the commission men it is asserted that more stock can be secured at $25 than there appears to be buyers for. This price, they state will secure prime Lehigh brands, while a few lots of some inferior product, it is said, can be procured at $24.50. In explanation of these differences it can be said with fairness that the commission men in question have no axes to grind, while on the other hand most of the dealers and makers show a disposition to slightly exaggerate when it is apparently to their interest to do so. Among sales reported beyond the ordinary small parcels, there are 2,500 tons No. 1 X foundry and 5,000 tons gray forge, mostly for delivery during the next three months. Current quotations are $25@26 for No. 1 X foundry, $22@23 for No. 2 X foundry, and $20@23 for gray forge. — [740, 1360, 1043, 1735]
paragraph: Bessemer Iron—There have been no heard of transactions of moment in Bessemer iron. Asking price is $27. The makers are to take at something less. Muck Iron—There are no bars being offered, but buyers are around, and $33 is the lowest price at which muck iron has been offered. Some holders are holding at $33.50, and for better quality $40 is asked, and, in certain cases, obtained. — [740, 233, 1043, 325]
table-row — [427, 319, 725, 330]
paragraph: We are frozen up, and therefore unable to do much work this week. Moreover, during much of the week we have also been snowed up. But that is not all, open disaccord between masters and men in the West Lancashire coal district makes necessary the suspension of all getting there has in that part of the kingdom been of the first importance in the shipping of ironworks and manufactories dependent upon that coal district for their fuel. Certainly the first three weeks that are expired have brought very little new business. And if the weather we are now having, which is severe than it has been for twenty years past, should long continue, the contrast between this time and the corresponding period a year ago, already well defined, will be very striking. Numerous finished ironworks are wholly stopped in different parts of the kingdom for want of fuel usually brought to them from the pits in canal boats. The stocks which the canals are sealed is the result of incessant freezing during eleven days and nights. The railways can render but inefficient aid. Wanting uniform water carriage in the lines are running only part of their usual service of trains. First over the Employers Liability Act and next over the more demand for an advance of wages, some ten per cent., have led to coercive violence by the more insubordinate of the miners. This necessitated the interference of the military four days ago, and to-day detachments have been sent off to two other colliery towns, where the Wigan boys are a wee bit ugly. So soon as trade revives it is clear from the temper which the operatives are now manifesting, that there will be the old strife for higher wages, which will have the effect of checking business and of driving away orders. But present appearances tend to show that even if trading shall not be so seriously impeded by the rigors of winter, the necessities of consumers, or, it may be, their ability to purchase, are so inconspicuous that in new orders the week would have been a comparative blank. — [114, 171, 412, 672]
column-5-fragments — [1522, 107, 1596, 2292]
text-fragment: steel h — [1522, 1538, 1551, 1551]
row-label: Pig, Welsh, in Wales — [428, 378, 503, 388]
london-market-title: THE LONDON MARKET. — [491, 233, 661, 248]
row-value: 124,970 — [1483, 894, 1513, 904]
row-value: £ 21 0 0 — [694, 599, 724, 610]
